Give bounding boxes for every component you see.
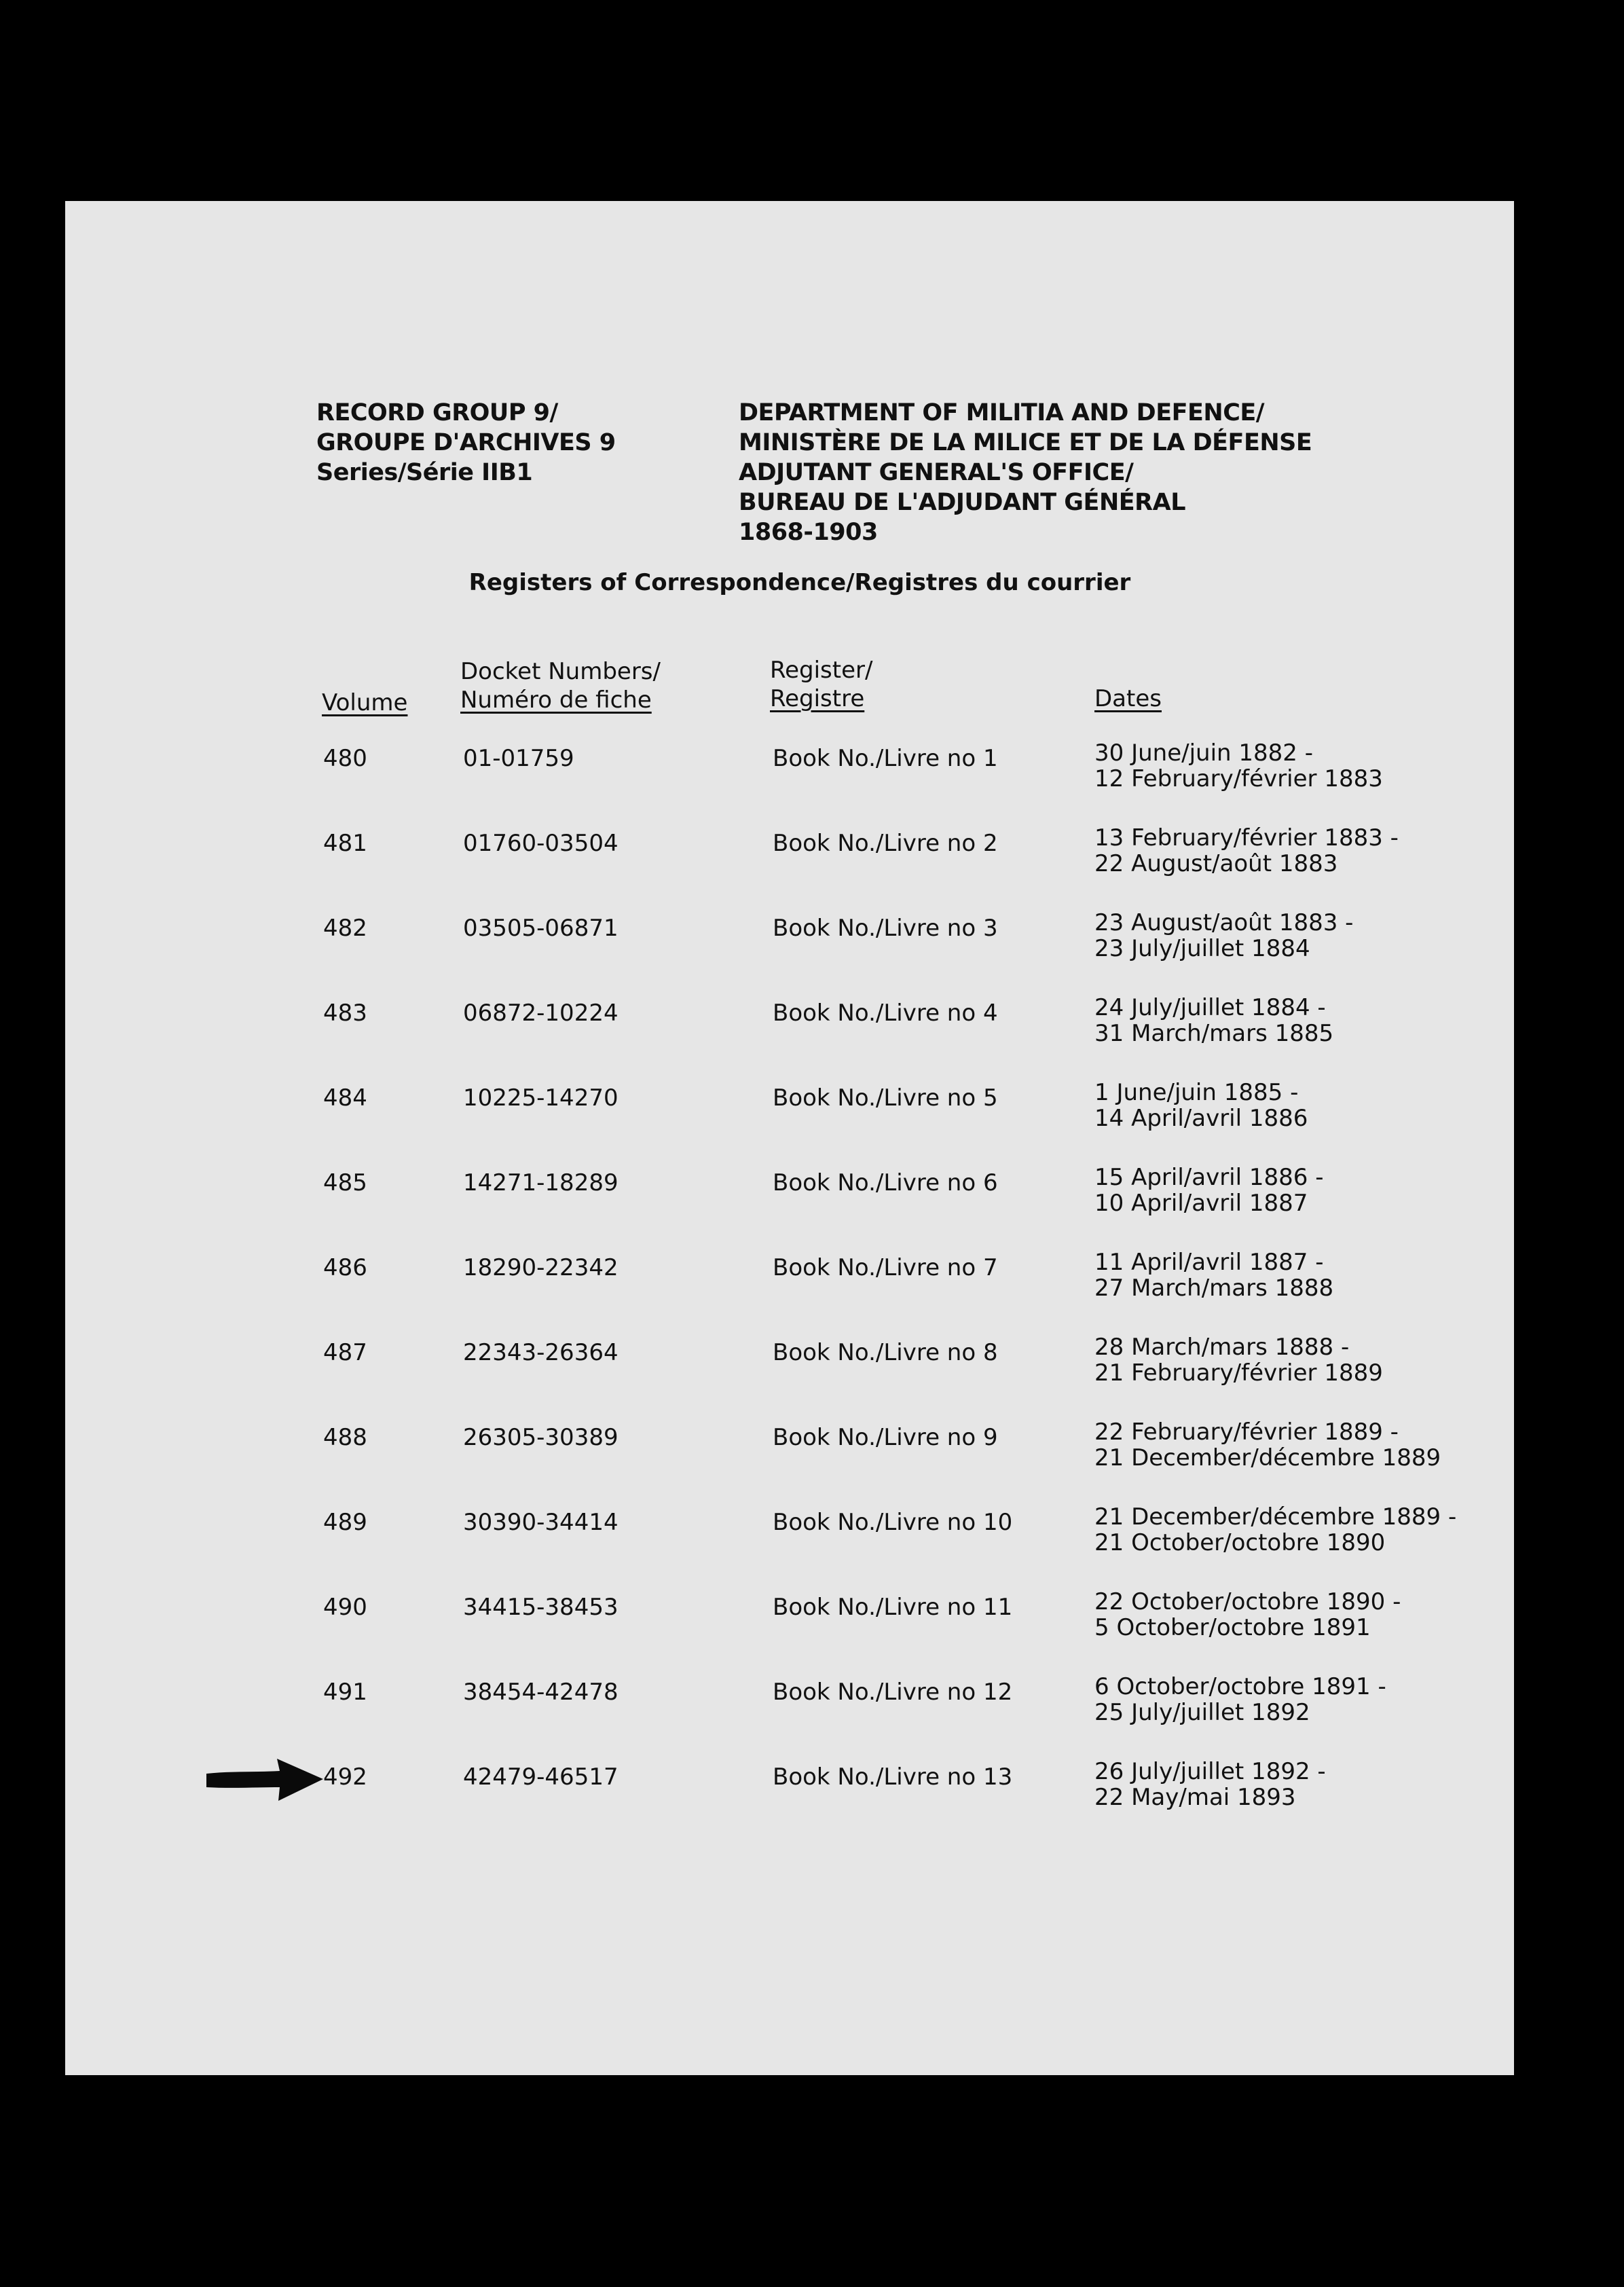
- volume-cell: 492: [323, 1763, 367, 1791]
- header-left-line: GROUPE D'ARCHIVES 9: [316, 429, 616, 456]
- docket-cell: 42479-46517: [463, 1763, 619, 1791]
- table-row: [65, 1419, 1514, 1486]
- docket-cell: 14271-18289: [463, 1169, 619, 1196]
- register-cell: Book No./Livre no 1: [773, 745, 998, 772]
- register-cell: Book No./Livre no 11: [773, 1594, 1013, 1621]
- table-row: [65, 824, 1514, 892]
- header-right-line: MINISTÈRE DE LA MILICE ET DE LA DÉFENSE: [739, 429, 1312, 456]
- dates-cell: 22 February/février 1889 - 21 December/décembre 1889: [1094, 1419, 1441, 1471]
- header-right-line: 1868-1903: [739, 519, 878, 546]
- register-cell: Book No./Livre no 3: [773, 915, 998, 942]
- dates-cell: 11 April/avril 1887 - 27 March/mars 1888: [1094, 1249, 1334, 1302]
- dates-cell: 30 June/juin 1882 - 12 February/février 1883: [1094, 739, 1383, 792]
- dates-cell: 22 October/octobre 1890 - 5 October/octobre 1891: [1094, 1588, 1401, 1641]
- register-cell: Book No./Livre no 10: [773, 1509, 1013, 1536]
- volume-cell: 487: [323, 1339, 367, 1366]
- dates-cell: 26 July/juillet 1892 - 22 May/mai 1893: [1094, 1758, 1326, 1811]
- table-row: [65, 1588, 1514, 1655]
- column-header-register: Register/ Registre: [770, 657, 873, 712]
- volume-cell: 490: [323, 1594, 367, 1621]
- volume-cell: 485: [323, 1169, 367, 1196]
- docket-cell: 22343-26364: [463, 1339, 619, 1366]
- docket-cell: 01760-03504: [463, 830, 619, 857]
- department-header: [739, 398, 1312, 547]
- volume-cell: 481: [323, 830, 367, 857]
- volume-cell: 480: [323, 745, 367, 772]
- table-row: [65, 909, 1514, 976]
- volume-cell: 483: [323, 1000, 367, 1027]
- dates-cell: 24 July/juillet 1884 - 31 March/mars 1885: [1094, 994, 1334, 1047]
- dates-cell: 6 October/octobre 1891 - 25 July/juillet 1892: [1094, 1673, 1386, 1726]
- register-cell: Book No./Livre no 8: [773, 1339, 998, 1366]
- dates-cell: 28 March/mars 1888 - 21 February/février 1889: [1094, 1334, 1383, 1387]
- register-cell: Book No./Livre no 6: [773, 1169, 998, 1196]
- register-cell: Book No./Livre no 13: [773, 1763, 1013, 1791]
- volume-cell: 484: [323, 1084, 367, 1112]
- docket-cell: 10225-14270: [463, 1084, 619, 1112]
- register-cell: Book No./Livre no 4: [773, 1000, 998, 1027]
- register-cell: Book No./Livre no 7: [773, 1254, 998, 1281]
- header-right-line: BUREAU DE L'ADJUDANT GÉNÉRAL: [739, 489, 1185, 516]
- docket-cell: 03505-06871: [463, 915, 619, 942]
- header-right-line: ADJUTANT GENERAL'S OFFICE/: [739, 459, 1134, 486]
- dates-cell: 1 June/juin 1885 - 14 April/avril 1886: [1094, 1079, 1308, 1132]
- dates-cell: 13 February/février 1883 - 22 August/août 1883: [1094, 824, 1399, 877]
- register-cell: Book No./Livre no 2: [773, 830, 998, 857]
- register-cell: Book No./Livre no 9: [773, 1424, 998, 1451]
- table-row: [65, 1503, 1514, 1571]
- dates-cell: 15 April/avril 1886 - 10 April/avril 1887: [1094, 1164, 1324, 1217]
- dates-cell: 21 December/décembre 1889 - 21 October/octobre 1890: [1094, 1503, 1457, 1556]
- table-row: [65, 1673, 1514, 1740]
- docket-cell: 38454-42478: [463, 1679, 619, 1706]
- docket-cell: 01-01759: [463, 745, 574, 772]
- arrow-right-icon: [204, 1756, 326, 1804]
- docket-cell: 34415-38453: [463, 1594, 619, 1621]
- volume-cell: 489: [323, 1509, 367, 1536]
- header-right-line: DEPARTMENT OF MILITIA AND DEFENCE/: [739, 399, 1265, 426]
- header-left-line: Series/Série IIB1: [316, 459, 533, 486]
- table-row: [65, 739, 1514, 807]
- table-row: [65, 1079, 1514, 1146]
- volume-cell: 488: [323, 1424, 367, 1451]
- document-page: [65, 201, 1514, 2075]
- table-row: [65, 1334, 1514, 1401]
- docket-cell: 30390-34414: [463, 1509, 619, 1536]
- column-header-dates: Dates: [1094, 685, 1162, 712]
- table-row: [65, 1249, 1514, 1316]
- header-left-line: RECORD GROUP 9/: [316, 399, 558, 426]
- column-header-docket: Docket Numbers/ Numéro de fiche: [460, 658, 661, 714]
- register-cell: Book No./Livre no 5: [773, 1084, 998, 1112]
- table-row: [65, 1164, 1514, 1231]
- docket-cell: 06872-10224: [463, 1000, 619, 1027]
- volume-cell: 491: [323, 1679, 367, 1706]
- register-cell: Book No./Livre no 12: [773, 1679, 1013, 1706]
- docket-cell: 26305-30389: [463, 1424, 619, 1451]
- docket-cell: 18290-22342: [463, 1254, 619, 1281]
- table-row: [65, 994, 1514, 1061]
- document-subtitle: Registers of Correspondence/Registres du courrier: [468, 569, 1131, 596]
- volume-cell: 486: [323, 1254, 367, 1281]
- record-group-header: [316, 398, 616, 488]
- dates-cell: 23 August/août 1883 - 23 July/juillet 1884: [1094, 909, 1354, 962]
- column-header-volume: Volume: [322, 689, 408, 716]
- volume-cell: 482: [323, 915, 367, 942]
